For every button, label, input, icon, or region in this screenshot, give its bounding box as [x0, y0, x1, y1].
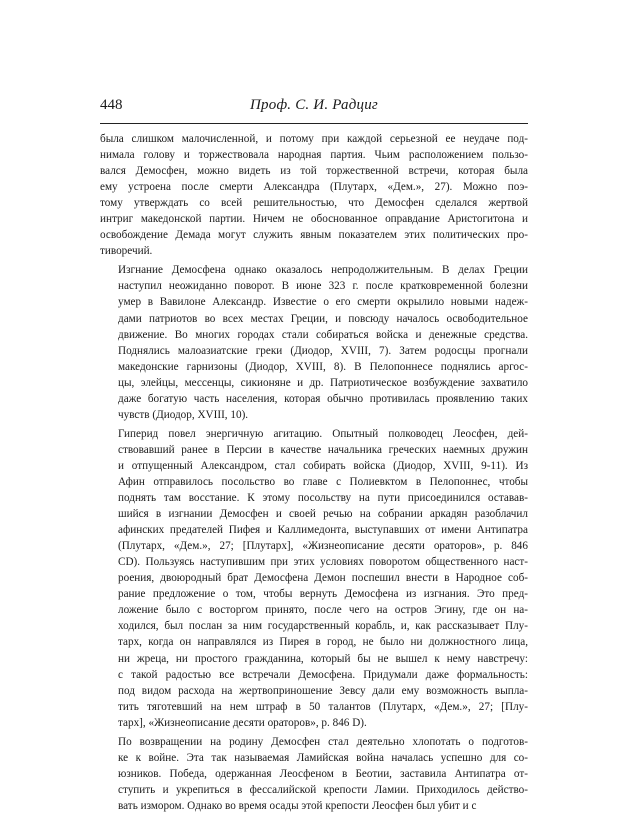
text-line: Гиперид повел энергичную агитацию. Опытный полководец Леосфен, дей- [118, 427, 528, 440]
text-line: Афин отправилось посольство во главе с Полиевктом в Пелопоннес, чтобы [118, 475, 528, 488]
text-line: Изгнание Демосфена однако оказалось непродолжительным. В делах Греции [118, 264, 528, 277]
paragraph [100, 262, 528, 422]
page-header [100, 97, 528, 117]
text-line: роения, двоюродный брат Демосфена Демон поспешил внести в Народное соб- [118, 572, 528, 585]
text-line: Поднялись малоазиатские греки (Диодор, XVIII, 7). Затем родосцы прогнали [118, 344, 528, 357]
text-line: рание предложение о том, чтобы вернуть Демосфена из изгнания. Это пред- [118, 588, 528, 601]
text-line: чувств (Диодор, XVIII, 10). [118, 408, 249, 421]
header-rule [100, 123, 528, 124]
body-text [100, 131, 528, 817]
page-number: 448 [100, 97, 123, 113]
text-line: тиворечий. [100, 245, 153, 258]
text-line: ступить и укрепиться в фессалийской крепости Ламии. Приходилось действо- [118, 783, 528, 796]
text-line: тарх], «Жизнеописание десяти ораторов», р. 846 D). [118, 716, 367, 729]
text-line: цы, элейцы, мессенцы, сикионяне и др. Патриотическое возбуждение захватило [118, 376, 528, 389]
running-title: Проф. С. И. Радциг [250, 97, 378, 113]
text-line: вался Демосфен, можно видеть из той торжественной встречи, которая была [100, 165, 528, 178]
text-line: шийся в изгнании Демосфен и своей речью на собрании аркадян разоблачил [118, 508, 528, 521]
text-line: нимала голову и торжествовала народная партия. Чьим расположением пользо- [100, 149, 528, 162]
text-line: движение. Во многих городах стали собираться войска и денежные средства. [118, 328, 528, 341]
text-line: была слишком малочисленной, и потому при каждой серьезной ее неудаче под- [100, 133, 528, 145]
text-line: тить тяготевший на нем штраф в 50 талантов (Плутарх, «Дем.», 27; [Плу- [118, 700, 528, 713]
text-line: афинских предателей Пифея и Каллимедонта, выступавших от имени Антипатра [118, 524, 528, 537]
text-line: наступил неожиданно поворот. В июне 323 г. после кратковременной болезни [118, 280, 528, 293]
text-line: поднять там восстание. К этому посольству на пути присоединился оставав- [118, 492, 528, 505]
text-line: CD). Пользуясь наступившим при этих условиях поворотом общественного наст- [118, 556, 528, 569]
text-line: ходился, был послан за ним государственный корабль, и, как рассказывает Плу- [118, 620, 528, 633]
text-line: ке к войне. Эта так называемая Ламийская война началась успешно для со- [118, 751, 528, 764]
text-line: вать измором. Однако во время осады этой крепости Леосфен был убит и с [118, 799, 477, 812]
text-line: ложение было с восторгом принято, после чего на остров Эгину, где он на- [118, 604, 528, 617]
paragraph [100, 131, 528, 259]
text-line: освобождение Демада могут служить явным показателем этих политических про- [100, 229, 528, 242]
text-line: умер в Вавилоне Александр. Известие о его смерти окрылило новыми надеж- [118, 296, 528, 309]
text-line: ему устроена после смерти Александра (Плутарх, «Дем.», 27). Можно поэ- [100, 181, 528, 194]
text-line: интриг македонской партии. Ничем не обоснованное оправдание Аристогитона и [100, 213, 528, 226]
text-line: (Плутарх, «Дем.», 27; [Плутарх], «Жизнеописание десяти ораторов», р. 846 [118, 540, 528, 553]
text-line: под видом расхода на жертвоприношение Зевсу дали ему возможность выпла- [118, 684, 528, 697]
text-line: даже богатую часть населения, которая обычно противилась проявлению таких [118, 392, 528, 405]
text-line: тому утверждать со всей решительностью, что Демосфен сделался жертвой [100, 197, 528, 210]
text-line: с такой радостью все встречали Демосфена. Придумали даже формальность: [118, 668, 528, 681]
text-line: македонские гарнизоны (Диодор, XVIII, 8). В Пелопоннесе поднялись аргос- [118, 360, 528, 373]
text-line: ствовавший ранее в Персии в качестве начальника греческих наемных дружин [118, 443, 528, 456]
text-line: юзников. Победа, одержанная Леосфеном в Беотии, заставила Антипатра от- [118, 767, 528, 780]
paragraph [100, 734, 528, 814]
text-line: тарх, когда он направлялся из Пирея в город, не было ни должностного лица, [118, 636, 528, 649]
text-line: ни жреца, ни простого гражданина, который бы не вышел к нему навстречу: [118, 652, 528, 665]
text-line: По возвращении на родину Демосфен стал деятельно хлопотать о подготов- [118, 735, 528, 748]
text-line: дами патриотов во всех местах Греции, и повсюду началось освободительное [118, 312, 528, 325]
text-line: и отпущенный Александром, стал собирать войска (Диодор, XVIII, 9-11). Из [118, 459, 528, 472]
paragraph [100, 426, 528, 731]
